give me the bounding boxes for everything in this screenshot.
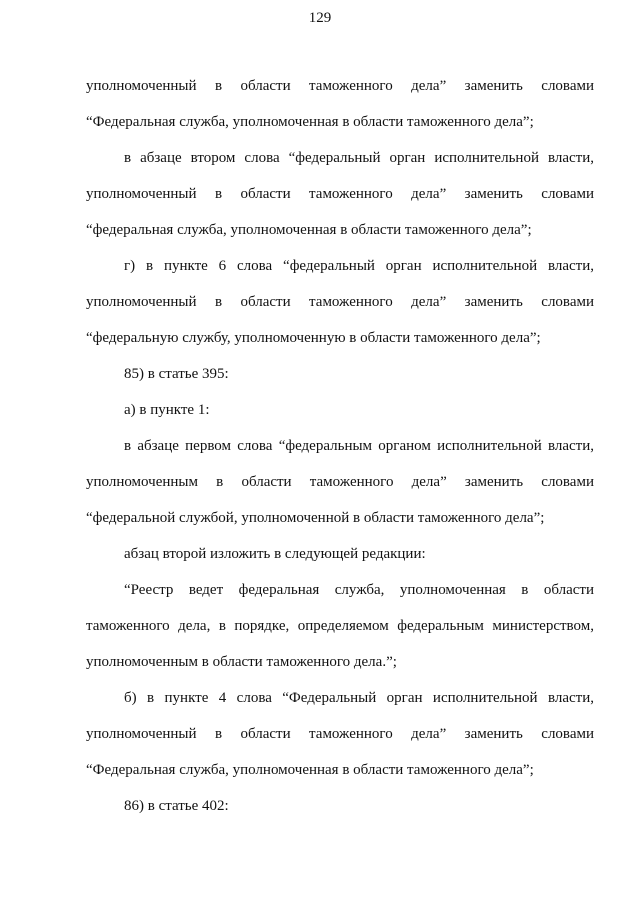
- paragraph-item-g-punkt-6: г) в пункте 6 слова “федеральный орган исполнительной власти, уполномоченный в области таможенного дела” заменить словами “федеральную службу, уполномоченную в области таможенного дела”;: [86, 258, 594, 346]
- paragraph-item-86-article-402: 86) в статье 402:: [124, 798, 229, 814]
- page-number: 129: [308, 10, 332, 26]
- paragraph-second-abzac-redaction: абзац второй изложить в следующей редакции:: [124, 546, 426, 562]
- paragraph-item-85-article-395: 85) в статье 395:: [124, 366, 229, 382]
- paragraph-item-a-punkt-1: а) в пункте 1:: [124, 402, 210, 418]
- paragraph-amendment-second-abzac: в абзаце втором слова “федеральный орган исполнительной власти, уполномоченный в области таможенного дела” заменить словами “федеральная служба, уполномоченная в области таможенного дела”;: [86, 150, 594, 238]
- paragraph-item-b-punkt-4: б) в пункте 4 слова “Федеральный орган исполнительной власти, уполномоченный в области таможенного дела” заменить словами “Федеральная служба, уполномоченная в области таможенного дела”;: [86, 690, 594, 778]
- paragraph-continuation: уполномоченный в области таможенного дела” заменить словами “Федеральная служба, уполномоченная в области таможенного дела”;: [86, 78, 594, 130]
- document-body: [86, 68, 594, 824]
- paragraph-registry-quote: “Реестр ведет федеральная служба, уполномоченная в области таможенного дела, в порядке, определяемом федеральным министерством, уполномоченным в области таможенного дела.”;: [86, 582, 594, 670]
- paragraph-amendment-first-abzac: в абзаце первом слова “федеральным органом исполнительной власти, уполномоченным в области таможенного дела” заменить словами “федеральной службой, уполномоченной в области таможенного дела”;: [86, 438, 594, 526]
